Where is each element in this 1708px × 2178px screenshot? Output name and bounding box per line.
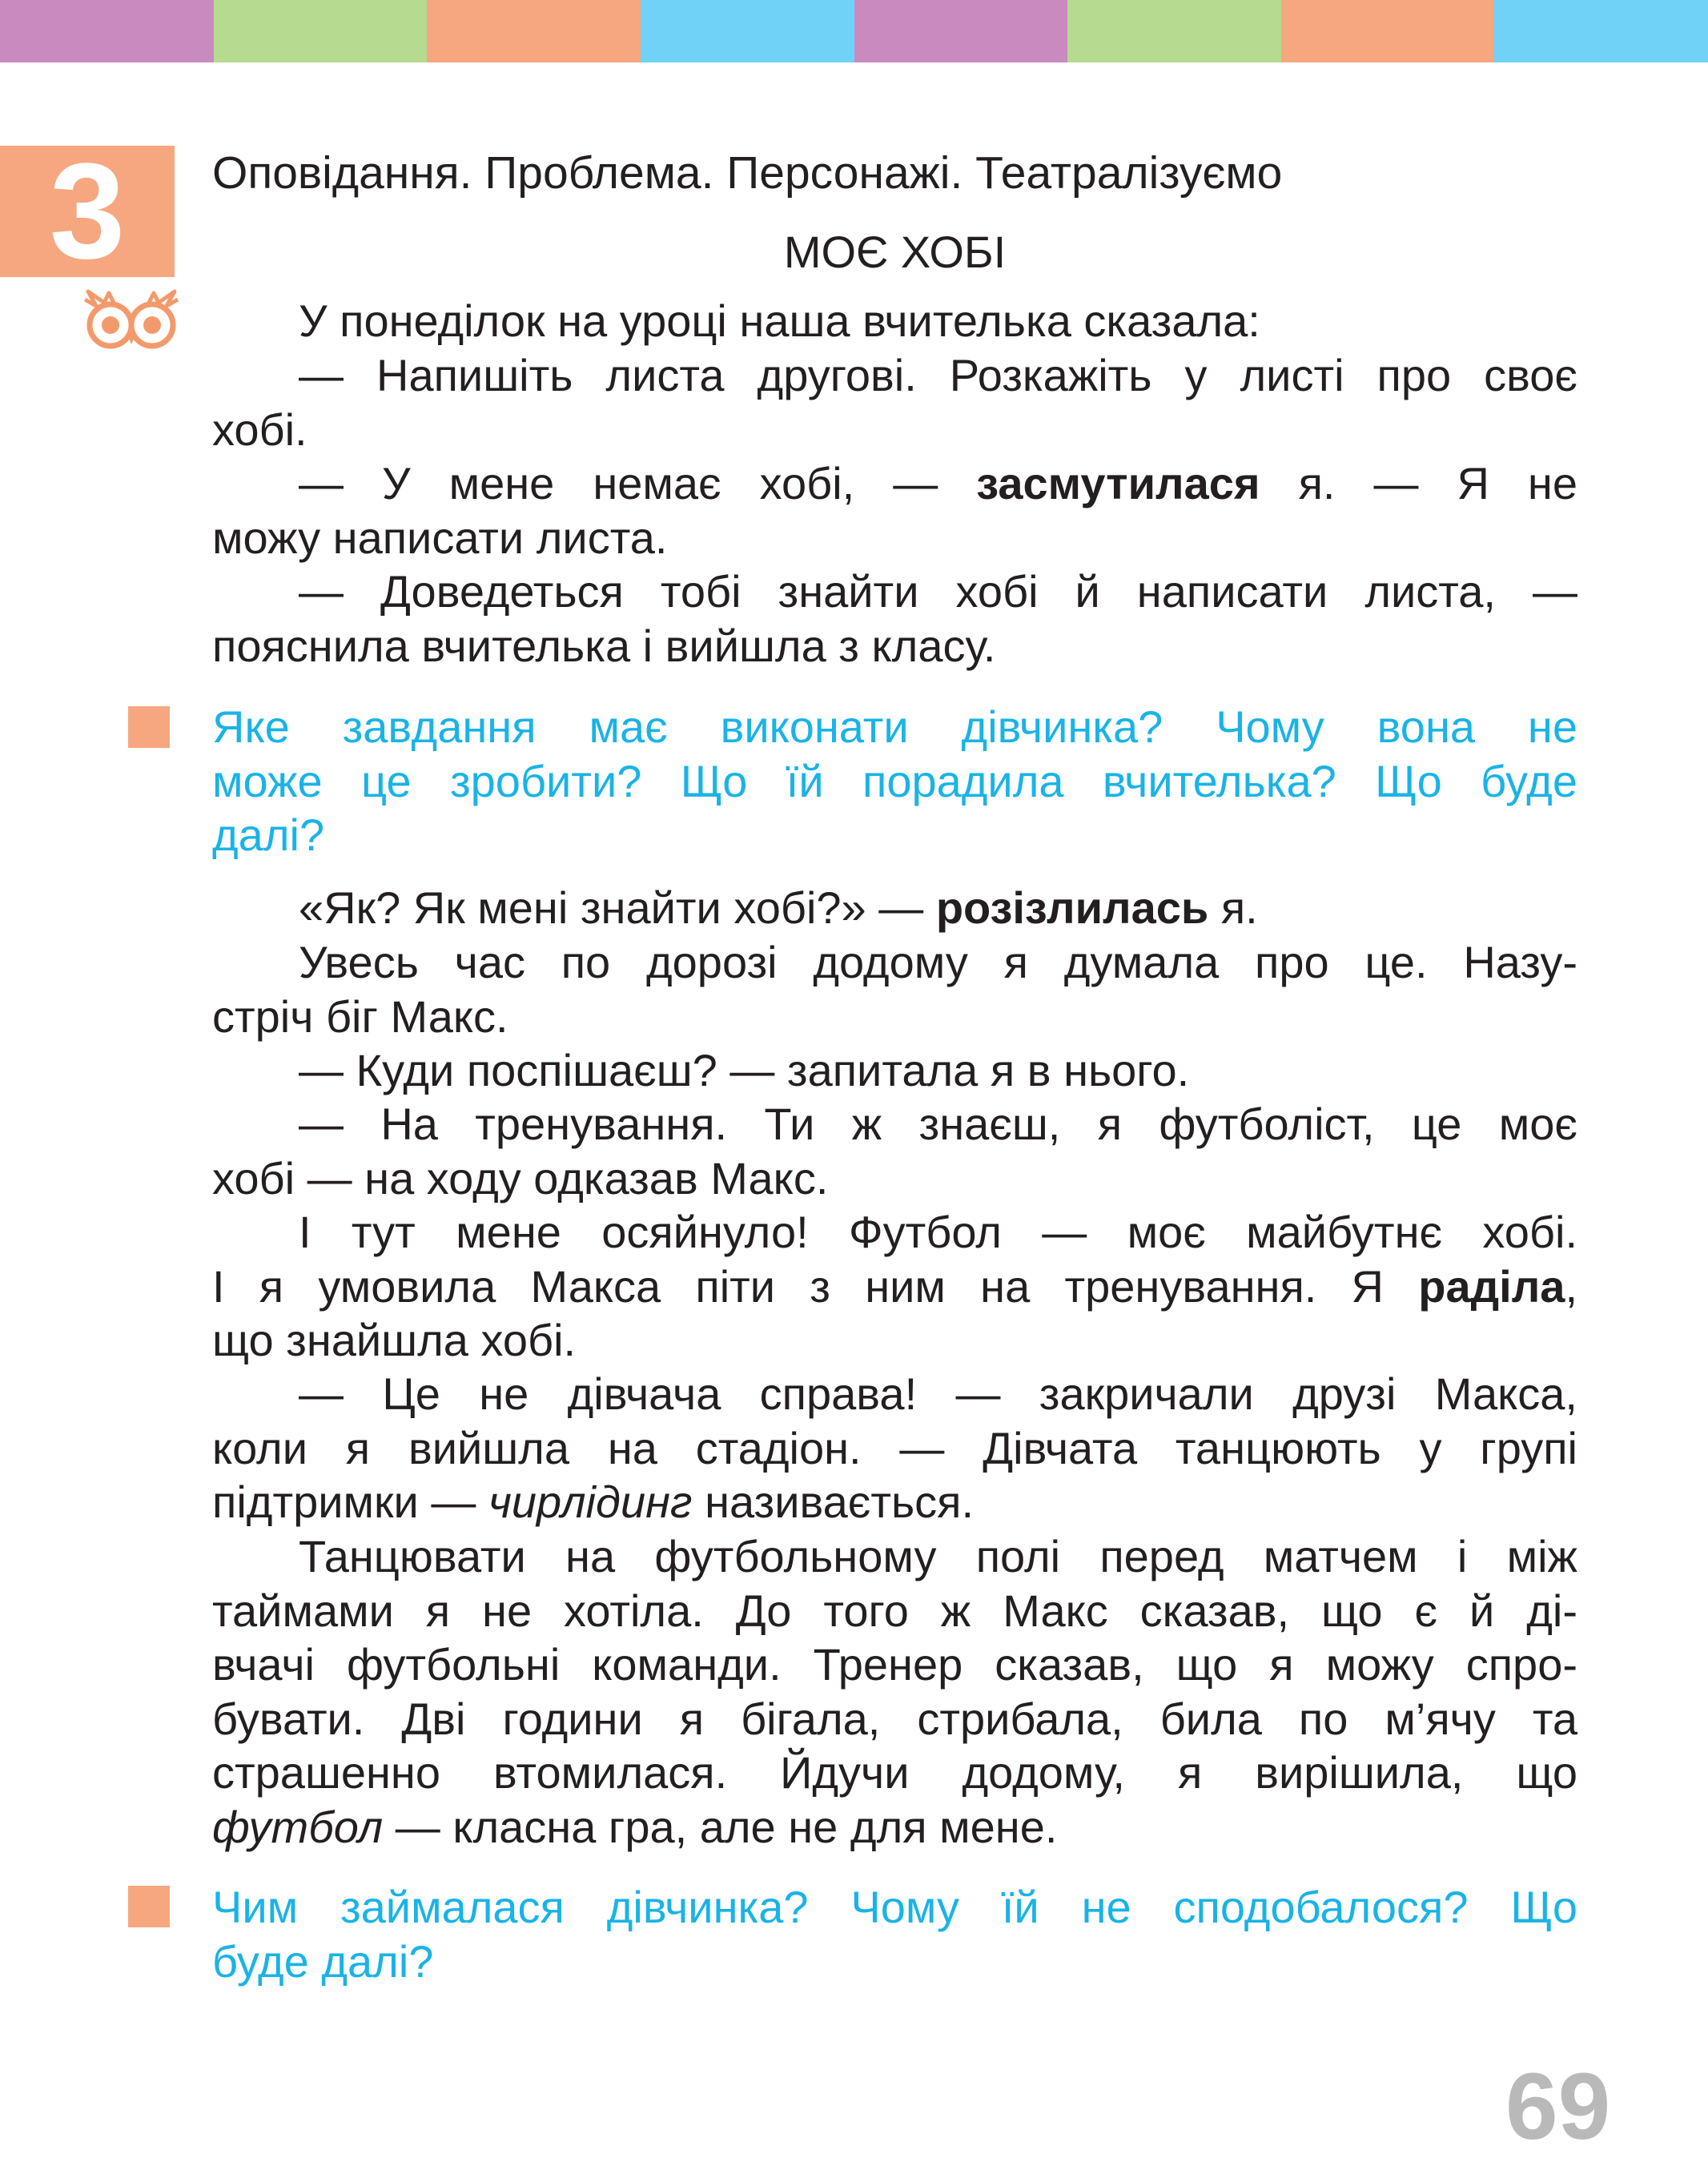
color-segment [1067,0,1281,62]
question-marker [128,706,170,748]
text-line: — Це не дівчача справа! — закричали друзі Макса, [299,1368,1577,1419]
top-color-bar [0,0,1708,62]
lesson-heading: Оповідання. Проблема. Персонажі. Театралізуємо [212,147,1283,199]
text-line: буде далі? [212,1935,434,1987]
paragraph [212,1043,1577,1098]
text-line [212,881,1577,935]
text-line: бувати. Дві години я бігала, стрибала, била по м’ячу та [212,1693,1577,1744]
question [212,1880,1577,1988]
text-line [212,1800,1577,1855]
text-line: І тут мене осяйнуло! Футбол — моє майбутнє хобі. [299,1207,1577,1257]
text-line: страшенно втомилася. Йдучи додому, я вирішила, що [212,1747,1577,1798]
text-line: Увесь час по дорозі додому я думала про це. Назу- [299,937,1577,987]
paragraph [212,1205,1577,1368]
text-fragment: називається. [705,1477,975,1527]
text-line [212,456,1577,511]
paragraph [212,935,1577,1043]
text-line: можу написати листа. [212,512,668,563]
lesson-number: 3 [49,135,126,287]
color-segment [1494,0,1708,62]
paragraph [212,294,1577,348]
text-line [212,1260,1577,1314]
text-fragment: я. [1220,882,1258,933]
paragraph [212,1367,1577,1529]
text-fragment: «Як? Як мені знайти хобі?» — [299,882,924,933]
paragraph [212,348,1577,456]
text-line: хобі — на ходу одказав Макс. [212,1152,829,1204]
paragraph [212,456,1577,565]
italic-word: чирлідинг [488,1477,693,1527]
color-segment [854,0,1068,62]
text-line: може це зробити? Що їй порадила вчителька? Що буде [212,755,1577,806]
text-fragment: — У мене немає хобі, — [299,458,938,508]
text-line: вчачі футбольні команди. Тренер сказав, що я можу спро- [212,1639,1577,1690]
text-fragment: І я умовила Макса піти з ним на тренування. Я [212,1260,1384,1312]
text-line: — Напишіть листа другові. Розкажіть у листі про своє [299,350,1577,400]
text-line: далі? [212,810,325,860]
text-fragment: підтримки — [212,1477,476,1527]
text-line: Чим займалася дівчинка? Чому їй не сподобалося? Що [212,1882,1577,1932]
text-fragment: — класна гра, але не для мене. [395,1801,1058,1852]
color-segment [214,0,428,62]
question [212,700,1577,862]
text-line: Яке завдання має виконати дівчинка? Чому вона не [212,701,1577,752]
text-line: пояснила вчителька і вийшла з класу. [212,620,996,671]
color-segment [1281,0,1495,62]
paragraph [212,1529,1577,1854]
text-fragment: , [1565,1260,1577,1312]
text-line [212,1475,1577,1529]
owl-eyes-icon [80,288,183,351]
color-segment [427,0,641,62]
text-fragment: я. — Я не [1298,458,1577,508]
lesson-number-block [0,135,175,287]
text-line: У понеділок на уроці наша вчителька сказала: [299,295,1260,346]
text-line: — Куди поспішаєш? — запитала я в нього. [299,1045,1190,1095]
text-line: що знайшла хобі. [212,1315,577,1365]
text-line: Танцювати на футбольному полі перед матчем і між [299,1531,1577,1581]
italic-word: футбол [212,1801,384,1852]
page-number: 69 [1505,2054,1611,2160]
text-line: — Доведеться тобі знайти хобі й написати листа, — [299,566,1577,617]
text-line: — На тренування. Ти ж знаєш, я футболіст, це моє [299,1099,1577,1149]
question-marker [128,1886,170,1927]
bold-word: розізлилась [935,882,1209,933]
bold-word: засмутилася [976,458,1260,508]
text-line: таймами я не хотіла. До того ж Макс сказав, що є й ді- [212,1585,1577,1636]
text-line: хобі. [212,404,307,455]
story-title: МОЄ ХОБІ [783,227,1007,277]
text-line: коли я вийшла на стадіон. — Дівчата танцюють у групі [212,1422,1577,1473]
paragraph [212,565,1577,673]
paragraph [212,881,1577,935]
color-segment [0,0,214,62]
color-segment [641,0,854,62]
text-line: стріч біг Макс. [212,991,508,1042]
bold-word: раділа [1418,1260,1565,1312]
paragraph [212,1097,1577,1205]
